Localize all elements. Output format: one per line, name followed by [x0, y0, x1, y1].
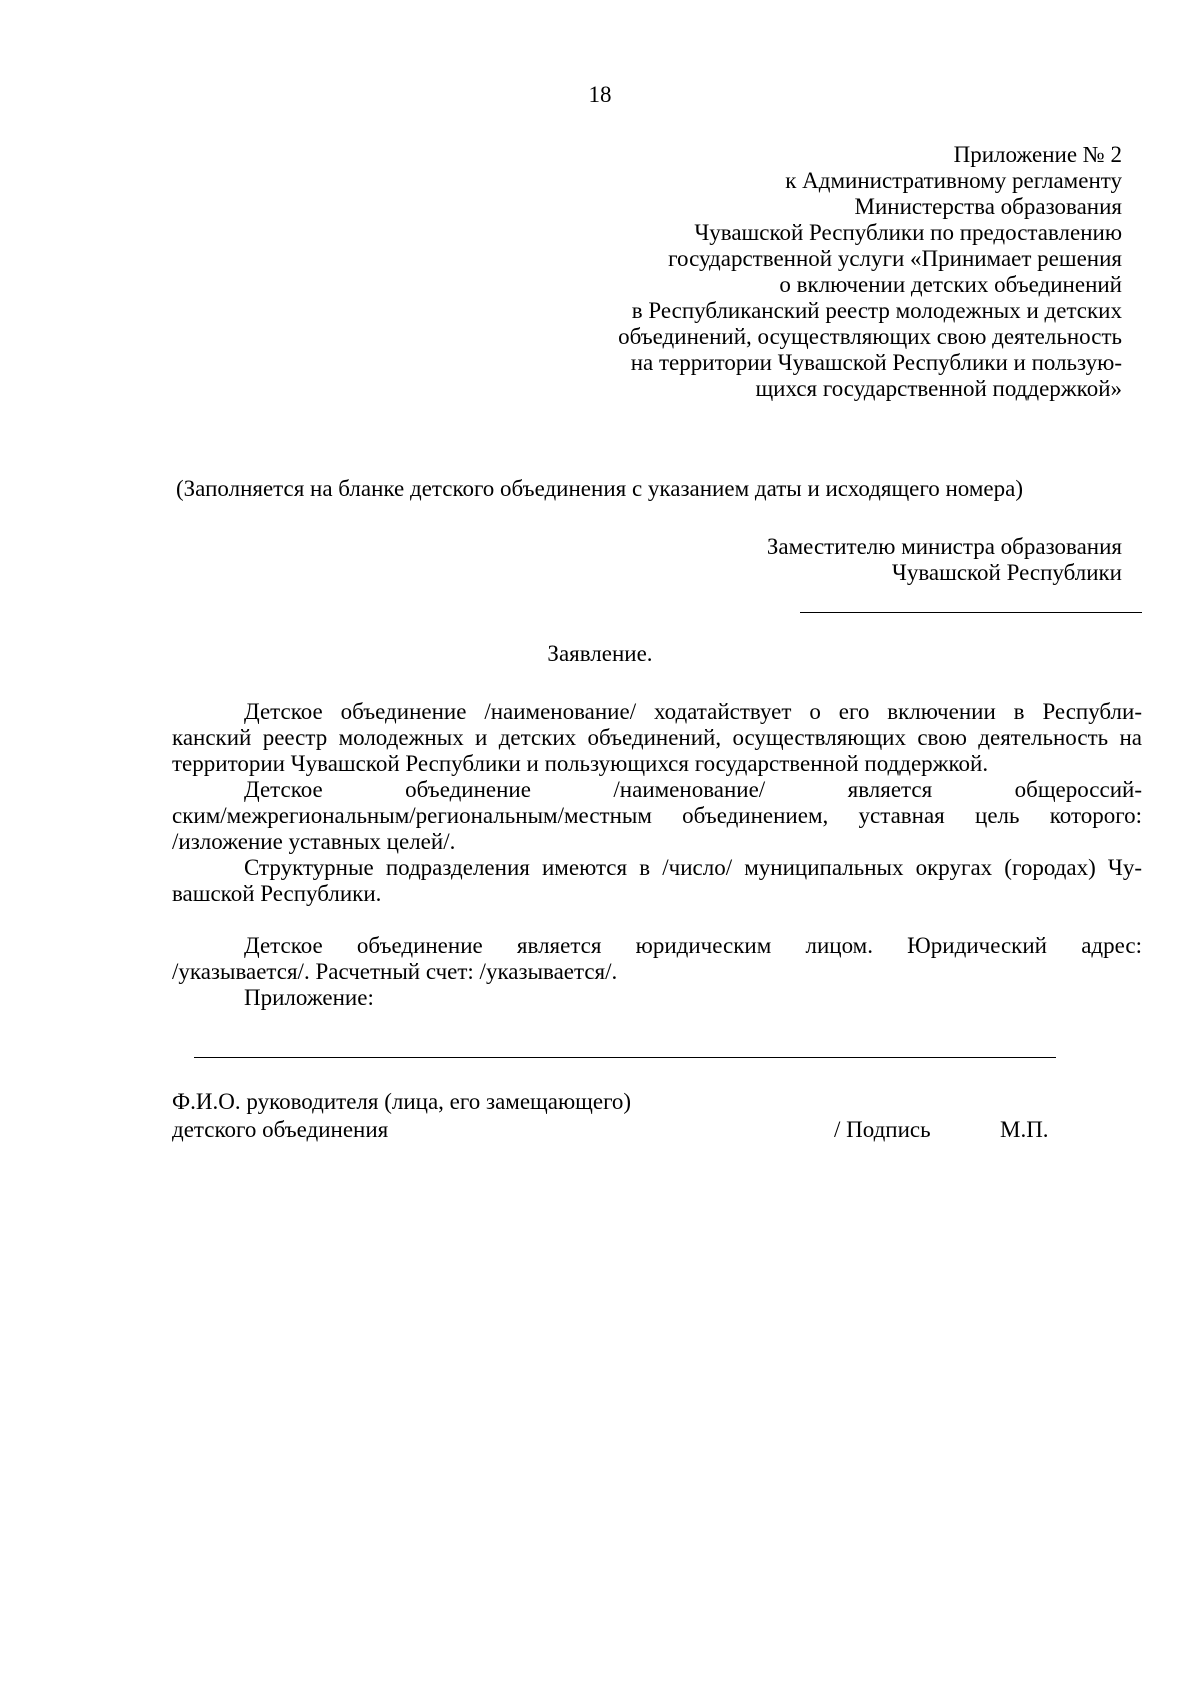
appendix-line: государственной услуги «Принимает решения: [668, 246, 1122, 271]
paragraph-line: Детское объединение /наименование/ является общероссий-: [244, 777, 1142, 802]
paragraph-3: [172, 855, 1142, 907]
paragraph-line: Детское объединение /наименование/ ходатайствует о его включении в Республи-: [244, 699, 1142, 724]
stamp-label: М.П.: [1000, 1117, 1049, 1142]
signature-block: [172, 1089, 1172, 1145]
document-title: Заявление.: [547, 641, 653, 666]
appendix-line: Чувашской Республики по предоставлению: [694, 220, 1122, 245]
appendix-header: [482, 142, 1122, 402]
addressee-line-text: Чувашской Республики: [891, 560, 1122, 585]
appendix-line: щихся государственной поддержкой»: [755, 376, 1122, 401]
appendix-line: к Административному регламенту: [785, 168, 1122, 193]
document-body: [172, 699, 1142, 1011]
appendix-line: объединений, осуществляющих свою деятельность: [618, 324, 1122, 349]
paragraph-line: ским/межрегиональным/региональным/местным объединением, уставная цель которого:: [172, 803, 1142, 828]
paragraph-line: Структурные подразделения имеются в /число/ муниципальных округах (городах) Чу-: [244, 855, 1142, 880]
appendix-line: Приложение № 2: [953, 142, 1122, 167]
signature-label: / Подпись: [834, 1117, 931, 1142]
appendix-line: на территории Чувашской Республики и пользую-: [630, 350, 1122, 375]
paragraph-line: Детское объединение является юридическим лицом. Юридический адрес:: [244, 933, 1142, 958]
addressee-line-text: Заместителю министра образования: [766, 534, 1122, 559]
appendix-line: Министерства образования: [854, 194, 1122, 219]
paragraph-line: территории Чувашской Республики и пользующихся государственной поддержкой.: [172, 751, 989, 776]
addressee-blank-line: [800, 612, 1142, 613]
page-number: 18: [588, 82, 612, 107]
appendix-line: о включении детских объединений: [779, 272, 1122, 297]
annex-blank-line: [194, 1057, 1056, 1058]
paragraph-2: [172, 777, 1142, 855]
appendix-line: в Республиканский реестр молодежных и детских: [631, 298, 1122, 323]
paragraph-5: [172, 985, 1142, 1011]
paragraph-line: канский реестр молодежных и детских объединений, осуществляющих свою деятельность на: [172, 725, 1142, 750]
annex-label: Приложение:: [244, 985, 374, 1010]
addressee: [522, 534, 1122, 586]
paragraph-line: /изложение уставных целей/.: [172, 829, 456, 854]
paragraph-1: [172, 699, 1142, 777]
paragraph-line: вашской Республики.: [172, 881, 382, 906]
signatory-label-cont: детского объединения: [172, 1117, 389, 1142]
paragraph-line: /указывается/. Расчетный счет: /указывается/.: [172, 959, 618, 984]
signatory-label: Ф.И.О. руководителя (лица, его замещающего): [172, 1089, 632, 1114]
fill-note: (Заполняется на бланке детского объединения с указанием даты и исходящего номера): [176, 476, 1023, 501]
paragraph-4: [172, 933, 1142, 985]
